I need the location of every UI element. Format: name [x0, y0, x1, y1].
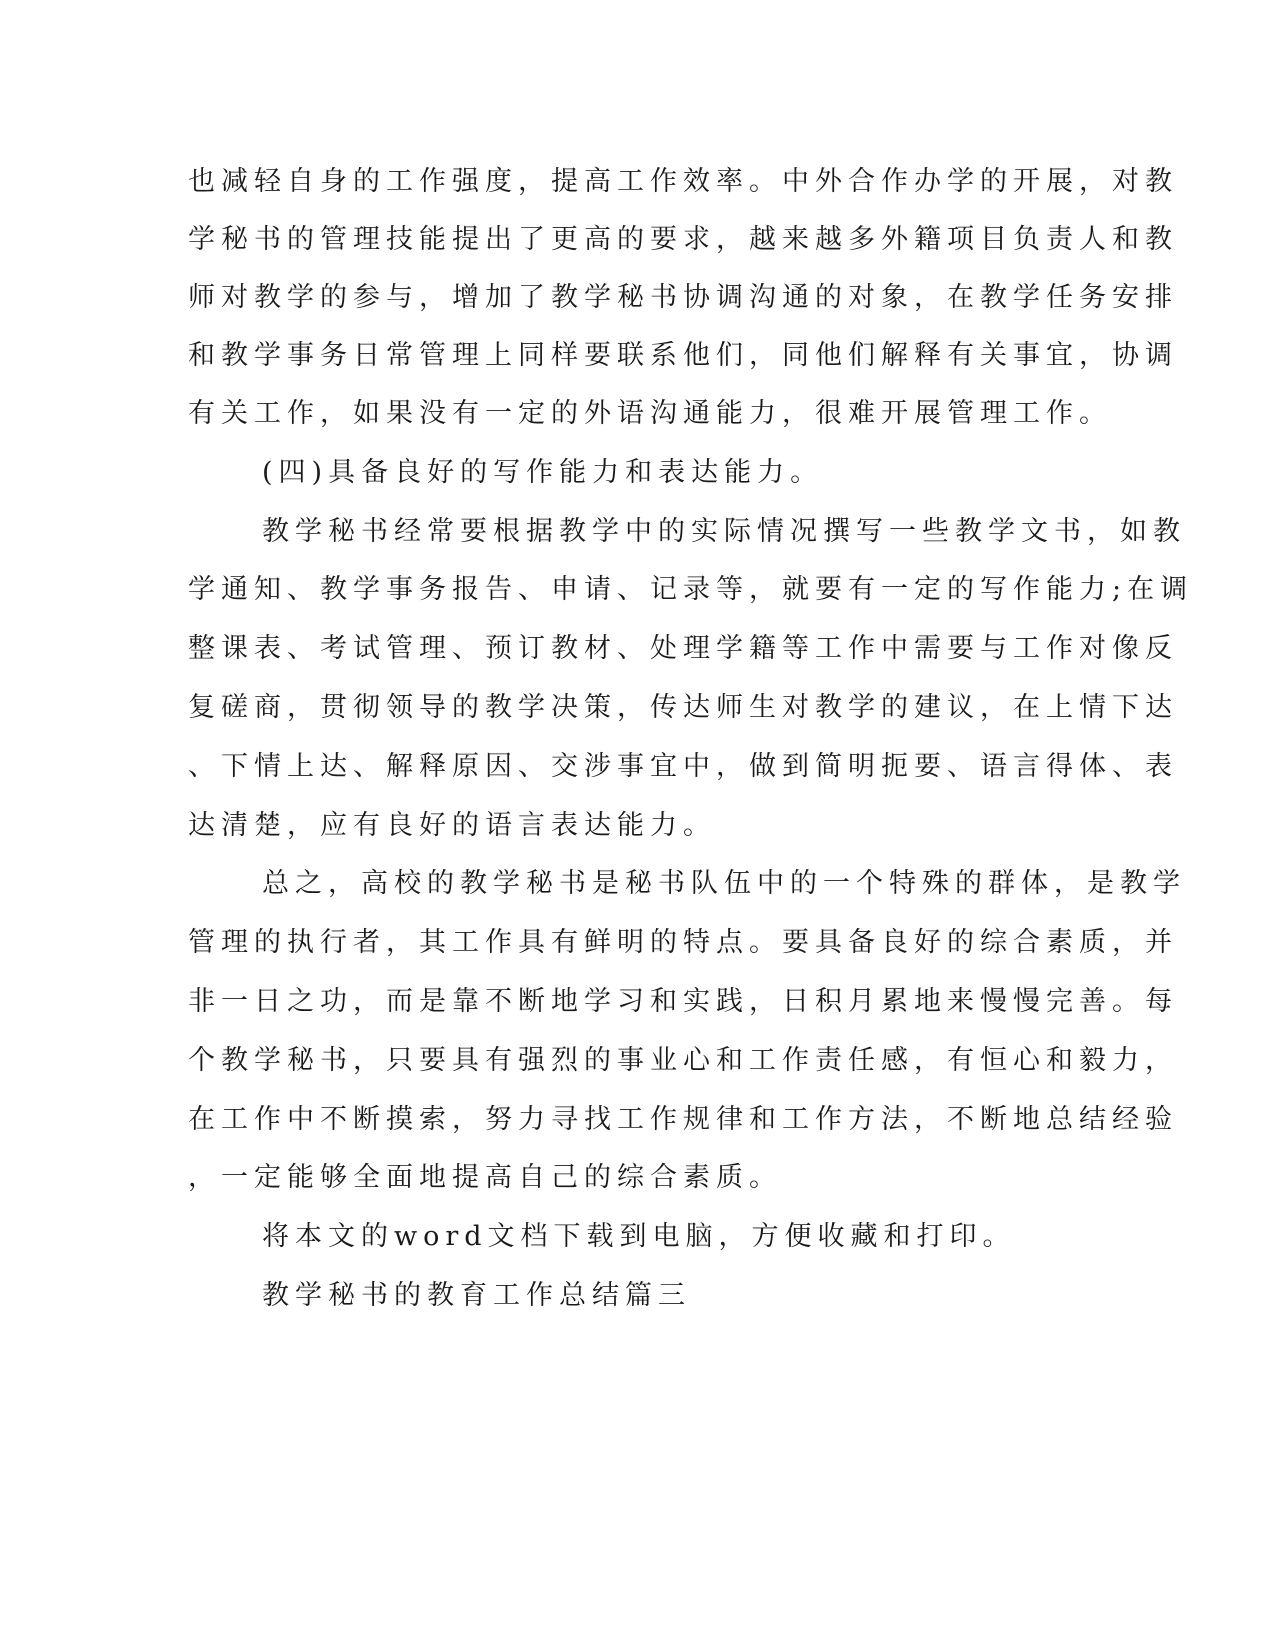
text-line: ，一定能够全面地提高自己的综合素质。: [188, 1162, 782, 1193]
text-line: 总之，高校的教学秘书是秘书队伍中的一个特殊的群体，是教学: [262, 868, 1186, 899]
text-line: 非一日之功，而是靠不断地学习和实践，日积月累地来慢慢完善。每: [188, 986, 1178, 1017]
text-line: 将本文的word文档下载到电脑，方便收藏和打印。: [262, 1221, 1016, 1252]
text-line: 学秘书的管理技能提出了更高的要求，越来越多外籍项目负责人和教: [188, 224, 1178, 255]
text-line: 整课表、考试管理、预订教材、处理学籍等工作中需要与工作对像反: [188, 633, 1178, 664]
text-line: 在工作中不断摸索，努力寻找工作规律和工作方法，不断地总结经验: [188, 1104, 1178, 1135]
text-line: 教学秘书经常要根据教学中的实际情况撰写一些教学文书，如教: [262, 516, 1186, 547]
text-line: 、下情上达、解释原因、交涉事宜中，做到简明扼要、语言得体、表: [188, 751, 1178, 782]
text-line: 个教学秘书，只要具有强烈的事业心和工作责任感，有恒心和毅力，: [188, 1045, 1178, 1076]
text-line: 复磋商，贯彻领导的教学决策，传达师生对教学的建议，在上情下达: [188, 692, 1178, 723]
text-line: 师对教学的参与，增加了教学秘书协调沟通的对象，在教学任务安排: [188, 282, 1178, 313]
text-line: 也减轻自身的工作强度，提高工作效率。中外合作办学的开展，对教: [188, 166, 1178, 197]
section-heading: (四)具备良好的写作能力和表达能力。: [262, 457, 824, 488]
text-line: 学通知、教学事务报告、申请、记录等，就要有一定的写作能力;在调: [188, 574, 1194, 605]
text-line: 和教学事务日常管理上同样要联系他们，同他们解释有关事宜，协调: [188, 340, 1178, 371]
section-title: 教学秘书的教育工作总结篇三: [262, 1280, 691, 1311]
text-line: 管理的执行者，其工作具有鲜明的特点。要具备良好的综合素质，并: [188, 927, 1178, 958]
text-line: 达清楚，应有良好的语言表达能力。: [188, 810, 716, 841]
text-line: 有关工作，如果没有一定的外语沟通能力，很难开展管理工作。: [188, 398, 1112, 429]
